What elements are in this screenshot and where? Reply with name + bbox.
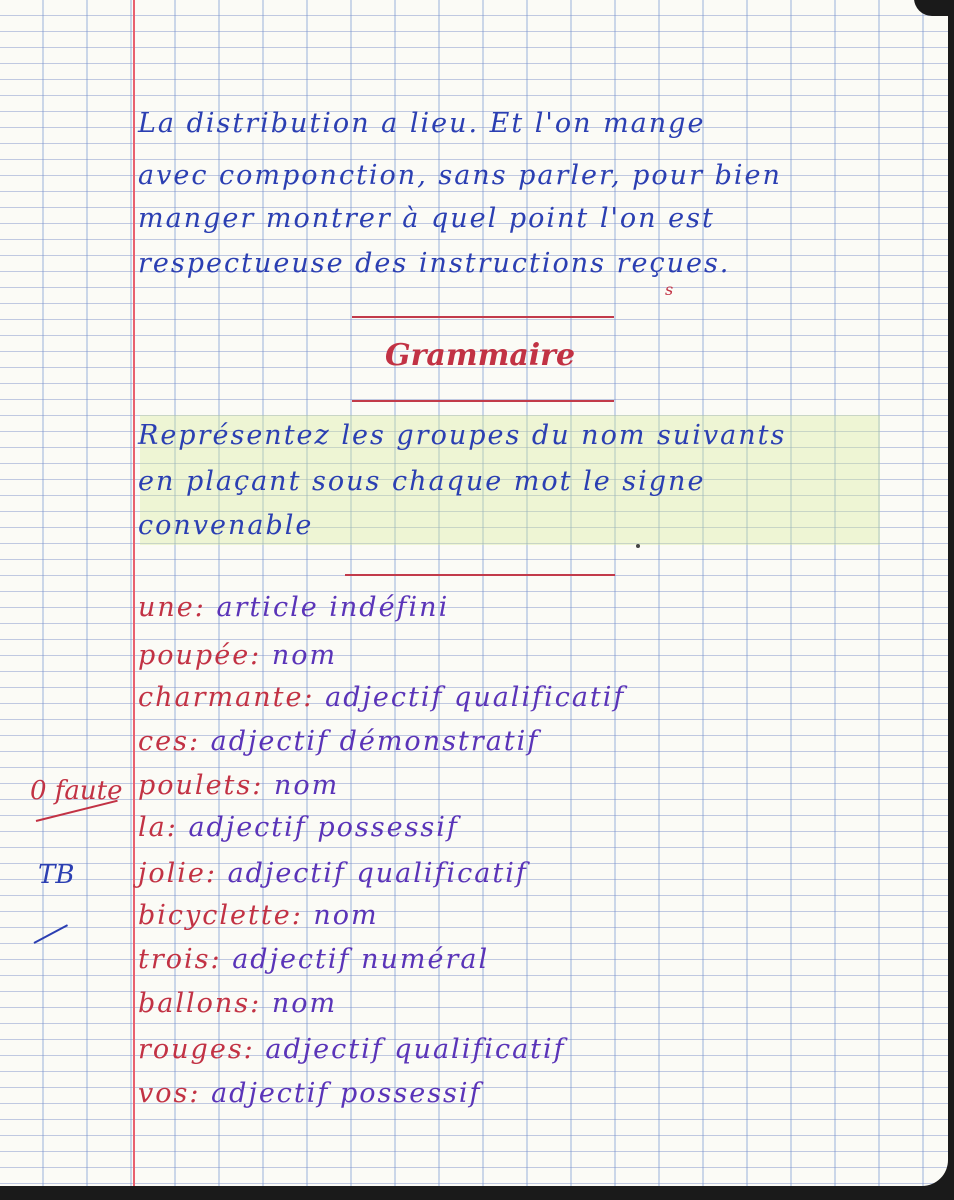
list-item bbox=[138, 944, 489, 976]
list-item bbox=[138, 988, 337, 1020]
answer-word: bicyclette: bbox=[138, 900, 303, 931]
grade-tb: TB bbox=[38, 860, 75, 890]
check-mark-icon bbox=[34, 924, 68, 944]
answer-analysis: adjectif numéral bbox=[232, 944, 490, 975]
list-item bbox=[138, 682, 625, 714]
answer-analysis: nom bbox=[271, 640, 338, 671]
grade-faute: 0 faute bbox=[30, 776, 123, 806]
answer-word: charmante: bbox=[138, 682, 315, 713]
list-item bbox=[138, 858, 528, 890]
instruction-line-1: Représentez les groupes du nom suivants bbox=[138, 420, 787, 451]
answer-word: une: bbox=[138, 592, 206, 623]
list-item bbox=[138, 900, 379, 932]
answer-analysis: adjectif démonstratif bbox=[210, 726, 540, 757]
answer-analysis: adjectif qualificatif bbox=[325, 682, 626, 713]
list-item bbox=[138, 592, 449, 624]
answer-analysis: article indéfini bbox=[216, 592, 450, 623]
answer-word: poulets: bbox=[138, 770, 264, 801]
answer-analysis: adjectif possessif bbox=[188, 812, 459, 843]
answer-analysis: nom bbox=[271, 988, 338, 1019]
paragraph-line-3: manger montrer à quel point l'on est bbox=[138, 203, 715, 234]
correction-mark: s bbox=[665, 280, 674, 299]
instruction-line-2: en plaçant sous chaque mot le signe bbox=[138, 466, 706, 497]
answer-word: ces: bbox=[138, 726, 201, 757]
margin-line bbox=[133, 0, 135, 1186]
title-rule-bottom bbox=[352, 400, 614, 402]
page-corner bbox=[914, 0, 948, 16]
answer-word: ballons: bbox=[138, 988, 262, 1019]
list-item bbox=[138, 726, 539, 758]
ink-dot bbox=[636, 544, 640, 548]
answer-analysis: adjectif qualificatif bbox=[265, 1034, 566, 1065]
answer-word: poupée: bbox=[138, 640, 262, 671]
list-item bbox=[138, 640, 337, 672]
list-item bbox=[138, 1034, 566, 1066]
list-item bbox=[138, 770, 339, 802]
answer-word: la: bbox=[138, 812, 178, 843]
answers-rule bbox=[345, 574, 615, 576]
section-title: Grammaire bbox=[385, 338, 576, 373]
answer-word: jolie: bbox=[138, 858, 217, 889]
answer-word: trois: bbox=[138, 944, 222, 975]
answer-word: rouges: bbox=[138, 1034, 255, 1065]
answer-analysis: nom bbox=[273, 770, 340, 801]
paragraph-line-4: respectueuse des instructions reçues. bbox=[138, 248, 731, 279]
paragraph-line-2: avec componction, sans parler, pour bien bbox=[138, 160, 782, 191]
answer-word: vos: bbox=[138, 1078, 201, 1109]
title-rule-top bbox=[352, 316, 614, 318]
list-item bbox=[138, 812, 459, 844]
instruction-line-3: convenable bbox=[138, 510, 314, 541]
answer-analysis: nom bbox=[313, 900, 379, 931]
answer-analysis: adjectif possessif bbox=[211, 1078, 482, 1109]
paragraph-line-1: La distribution a lieu. Et l'on mange bbox=[138, 108, 706, 139]
answer-analysis: adjectif qualificatif bbox=[227, 858, 528, 889]
list-item bbox=[138, 1078, 482, 1110]
